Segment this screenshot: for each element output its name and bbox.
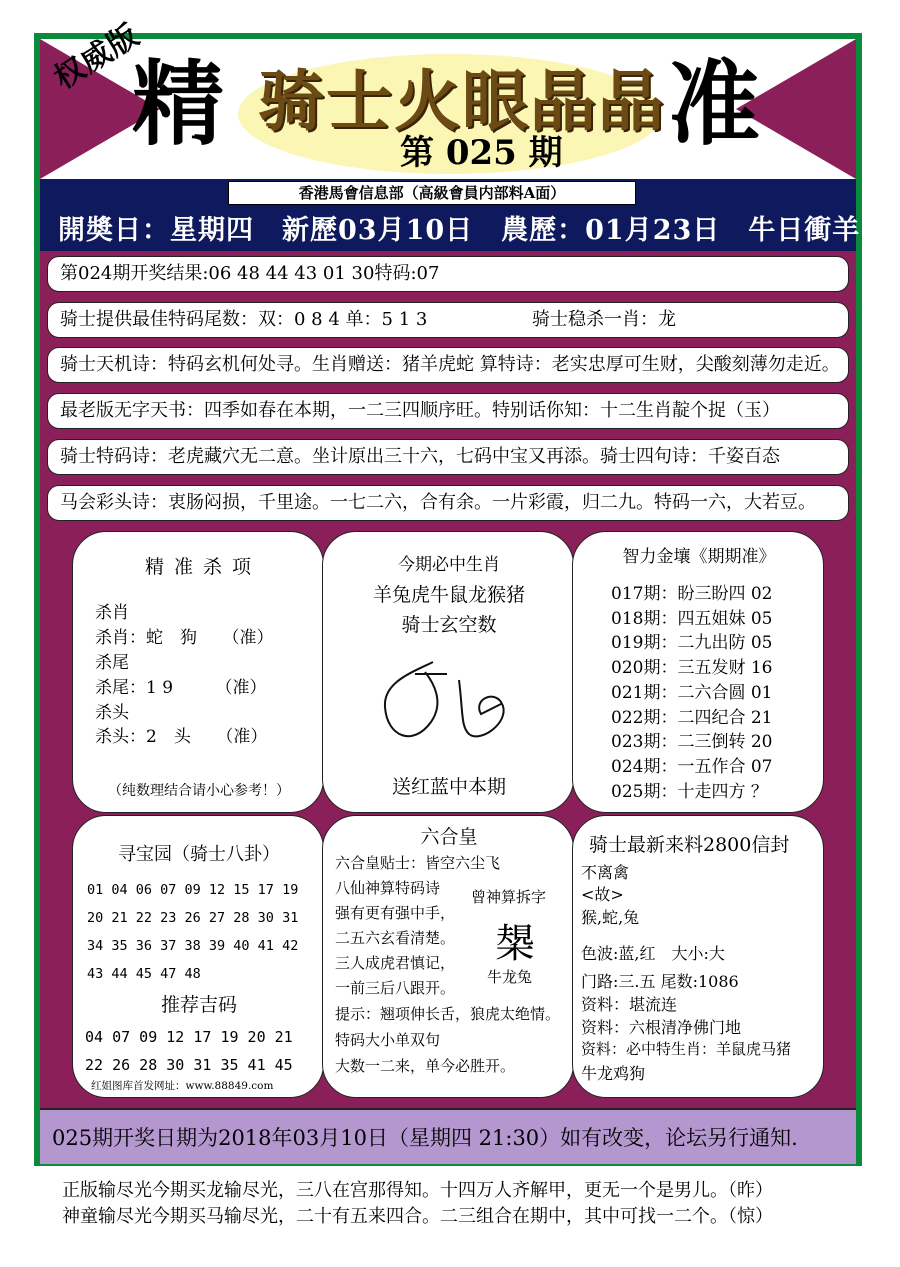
latest-line: 不离禽 bbox=[581, 863, 630, 882]
signature-scribble bbox=[373, 652, 523, 752]
treasure-numbers: 20 21 22 23 26 27 28 30 31 bbox=[87, 910, 299, 926]
zodiac-list: 羊兔虎牛鼠龙猴猪 bbox=[372, 584, 525, 606]
recommend-title: 推荐吉码 bbox=[160, 994, 237, 1016]
treasure-title: 寻宝园（骑士八卦） bbox=[118, 844, 280, 865]
wisdom-entry: 022期：二四纪合 21 bbox=[611, 708, 773, 728]
latest-line: 猴,蛇,兔 bbox=[581, 908, 640, 927]
treasure-numbers: 34 35 36 37 38 39 40 41 42 bbox=[87, 938, 299, 954]
row-text: 骑士天机诗：特码玄机何处寻。生肖赠送：猪羊虎蛇 算特诗：老实忠厚可生财，尖酸刻薄勿走近。 bbox=[60, 354, 840, 375]
draw-date-line: 開奬日：星期四 新歷03月10日 農歷：01月23日 牛日衝羊 bbox=[58, 215, 861, 246]
kill-box bbox=[72, 531, 324, 813]
zodiac-box bbox=[322, 531, 574, 813]
wisdom-entry: 023期：二三倒转 20 bbox=[611, 732, 773, 752]
liuhe-box bbox=[322, 815, 574, 1098]
authority-badge: 权威版 bbox=[48, 17, 146, 97]
treasure-box bbox=[72, 815, 324, 1098]
latest-line: <故> bbox=[581, 885, 624, 904]
bottom-poem: 正版输尽光今期买龙输尽光，三八在宫那得知。十四万人齐解甲，更无一个是男儿。（昨） bbox=[62, 1180, 773, 1201]
split-char: 槼 bbox=[495, 921, 535, 967]
latest-line: 资料：堪流连 bbox=[581, 995, 678, 1014]
split-char-title: 曾神算拆字 bbox=[471, 888, 547, 906]
tail-row bbox=[47, 302, 849, 338]
mystery-label: 骑士玄空数 bbox=[401, 614, 497, 636]
row-text: 马会彩头诗：衷肠闷损，千里途。一七二六，合有余。一片彩霞，归二九。特码一六，大若豆。 bbox=[60, 492, 816, 513]
poem-row bbox=[47, 347, 849, 383]
wisdom-entry: 019期：二九出防 05 bbox=[611, 633, 773, 653]
liuhe-line: 一前三后八跟开。 bbox=[335, 979, 456, 997]
bottom-poem: 神童输尽光今期买马输尽光，二十有五来四合。二三组合在期中，其中可找一二个。（惊） bbox=[62, 1206, 773, 1227]
kill-line: 杀头：2 头 （准） bbox=[95, 727, 268, 747]
wisdom-box bbox=[572, 531, 824, 813]
kill-line: 杀尾：1 9 （准） bbox=[95, 678, 267, 698]
kill-box-title: 精 准 杀 项 bbox=[144, 556, 254, 578]
book-row bbox=[47, 393, 849, 429]
kill-line: 杀肖：蛇 狗 （准） bbox=[95, 628, 274, 648]
liuhe-line: 特码大小单双句 bbox=[335, 1031, 441, 1049]
result-row bbox=[47, 256, 849, 292]
zodiac-title: 今期必中生肖 bbox=[398, 555, 500, 575]
latest-line: 门路:三.五 尾数:1086 bbox=[581, 972, 739, 991]
kill-line: 杀尾 bbox=[95, 653, 129, 673]
issue-number: 第 025 期 bbox=[400, 133, 563, 173]
wisdom-entry: 020期：三五发财 16 bbox=[611, 658, 773, 678]
latest-box bbox=[572, 815, 824, 1098]
latest-line: 资料：六根清净佛门地 bbox=[581, 1018, 742, 1037]
logo-title: 骑士火眼晶晶 bbox=[258, 62, 666, 140]
liuhe-line: 提示：翘项伸长舌，狼虎太绝情。 bbox=[335, 1005, 561, 1023]
latest-line: 资料：必中特生肖：羊鼠虎马猪 bbox=[581, 1040, 792, 1058]
kill-zodiac-text: 骑士稳杀一肖：龙 bbox=[532, 309, 676, 330]
zodiac-footer: 送红蓝中本期 bbox=[391, 776, 506, 798]
color-poem-row bbox=[47, 485, 849, 521]
liuhe-title: 六合皇 bbox=[420, 826, 478, 848]
footer-notice-bar bbox=[40, 1108, 856, 1164]
latest-title: 骑士最新来料2800信封 bbox=[589, 834, 790, 856]
wisdom-title: 智力金壤《期期准》 bbox=[622, 547, 776, 567]
kill-note: （纯数理结合请小心参考！） bbox=[108, 783, 290, 799]
wisdom-entry: 018期：四五姐妹 05 bbox=[611, 609, 773, 629]
kill-line: 杀头 bbox=[95, 703, 129, 723]
wisdom-entry: 025期：十走四方 ？ bbox=[611, 782, 768, 802]
liuhe-line: 大数一二来，单今必胜开。 bbox=[335, 1057, 516, 1075]
wisdom-entry: 024期：一五作合 07 bbox=[611, 757, 773, 777]
special-poem-row bbox=[47, 439, 849, 475]
treasure-numbers: 43 44 45 47 48 bbox=[87, 966, 201, 982]
liuhe-line: 八仙神算特码诗 bbox=[335, 879, 441, 897]
header-left-char: 精 bbox=[132, 50, 225, 158]
row-text: 骑士提供最佳特码尾数：双：0 8 4 单：5 1 3 bbox=[60, 309, 428, 330]
latest-line: 牛龙鸡狗 bbox=[581, 1064, 646, 1083]
liuhe-line: 二五六玄看清楚。 bbox=[335, 929, 456, 947]
header-right-char: 准 bbox=[668, 50, 761, 158]
liuhe-line: 六合皇贴士：皆空六尘飞 bbox=[335, 854, 501, 872]
row-text: 最老版无字天书：四季如春在本期，一二三四顺序旺。特别话你知：十二生肖靛个捉（玉） bbox=[60, 400, 780, 421]
kill-line: 杀肖 bbox=[95, 603, 129, 623]
row-text: 骑士特码诗：老虎藏穴无二意。坐计原出三十六，七码中宝又再添。骑士四句诗：千姿百态 bbox=[60, 446, 780, 467]
subtitle: 香港馬會信息部（高級會員内部料A面） bbox=[228, 181, 636, 205]
liuhe-line: 强有更有强中手， bbox=[335, 904, 456, 922]
latest-line: 色波:蓝,红 大小:大 bbox=[581, 944, 725, 963]
wisdom-entry: 017期：盼三盼四 02 bbox=[611, 584, 773, 604]
footer-notice: 025期开奖日期为2018年03月10日（星期四 21:30）如有改变，论坛另行通知. bbox=[52, 1126, 798, 1150]
split-char-answer: 牛龙兔 bbox=[487, 968, 533, 986]
recommend-numbers: 22 26 28 30 31 35 41 45 bbox=[85, 1056, 293, 1074]
recommend-numbers: 04 07 09 12 17 19 20 21 bbox=[85, 1028, 293, 1046]
liuhe-line: 三人成虎君慎记， bbox=[335, 954, 456, 972]
wisdom-entry: 021期：二六合圆 01 bbox=[611, 683, 773, 703]
treasure-numbers: 01 04 06 07 09 12 15 17 19 bbox=[87, 882, 299, 898]
row-text: 第024期开奖结果:06 48 44 43 01 30特码:07 bbox=[60, 263, 440, 284]
source-site: 红姐图库首发网址：www.88849.com bbox=[91, 1080, 274, 1092]
